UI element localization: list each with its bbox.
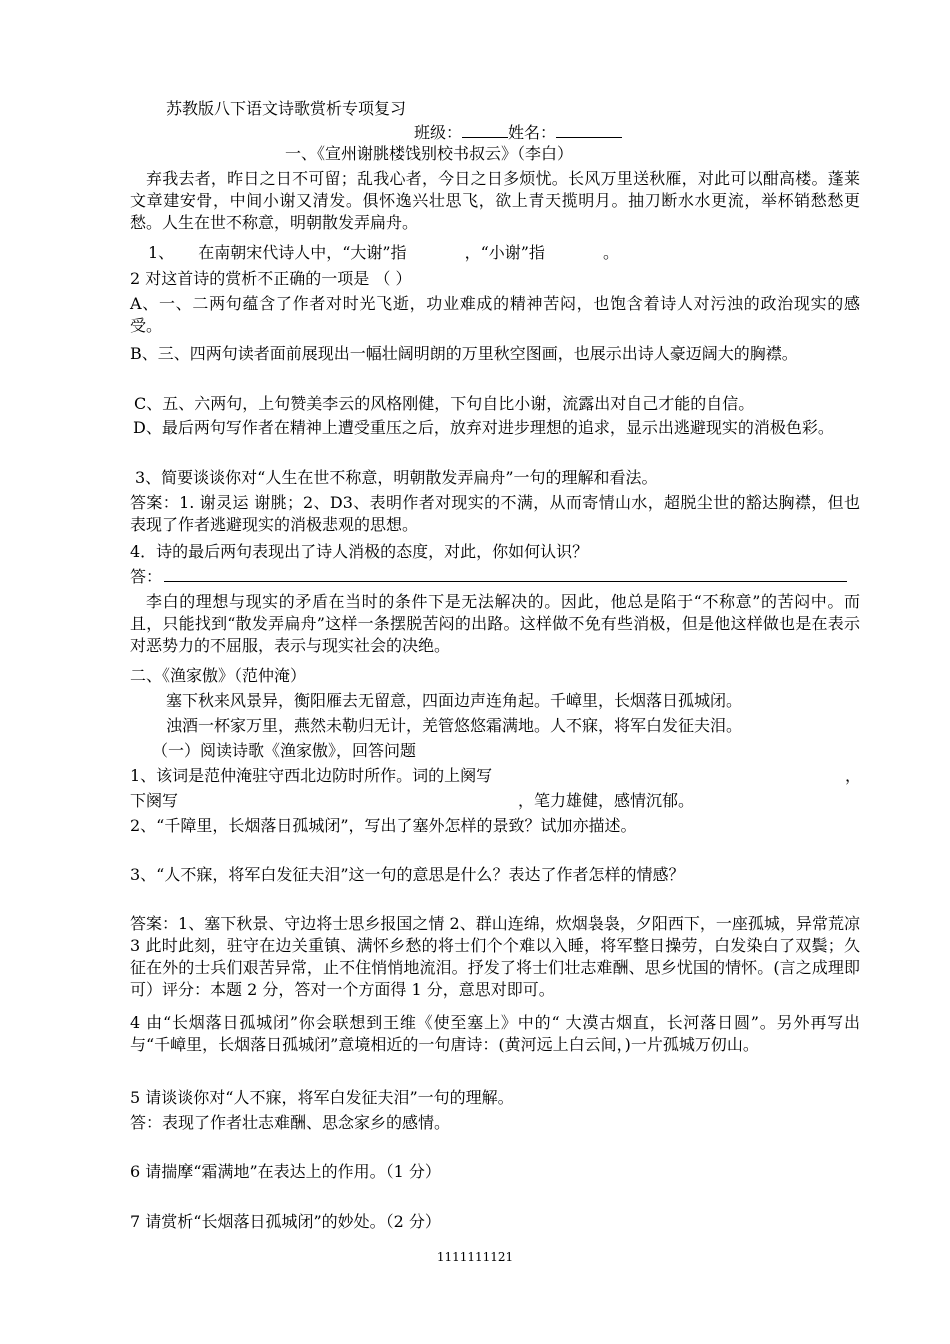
poem2-heading: 二、《渔家傲》（范仲淹） [130, 666, 307, 685]
poem2-question-3: 3、“人不寐，将军白发征夫泪”这一句的意思是什么？表达了作者怎样的情感？ [130, 865, 685, 884]
poem2-answer: 答案：1、塞下秋景、守边将士思乡报国之情 2、群山连绵，炊烟袅袅，夕阳西下，一座孤城，异常荒凉 3 此时此刻，驻守在边关重镇、满怀乡愁的将士们个个难以入睡，将军整日操劳，白发染白了双鬓；久征在外的士兵们艰苦异常，止不住悄悄地流泪。抒发了将士们壮志难酬、思乡忧国的情怀。(言之成理即可）评分：本题 2 分，答对一个方面得 1 分，意思对即可。 [130, 914, 860, 999]
answer-rule [164, 567, 847, 582]
poem2-question-1-comma: ， [845, 766, 862, 785]
poem1-text: 弃我去者，昨日之日不可留；乱我心者，今日之日多烦忧。长风万里送秋雁，对此可以酣高楼。蓬莱文章建安骨，中间小谢又清发。俱怀逸兴壮思飞，欲上青天揽明月。抽刀断水水更流，举杯销愁愁更愁。人生在世不称意，明朝散发弄扁舟。 [130, 169, 860, 232]
question-2-option-a: A、一、二两句蕴含了作者对时光飞逝，功业难成的精神苦闷，也饱含着诗人对污浊的政治现实的感受。 [130, 294, 860, 335]
page-number: 1111111121 [436, 1250, 514, 1264]
poem2-question-6: 6 请揣摩“霜满地”在表达上的作用。（1 分） [130, 1162, 441, 1181]
question-3: 3、简要谈谈你对“人生在世不称意，明朝散发弄扁舟”一句的理解和看法。 [135, 468, 658, 487]
name-blank [556, 121, 622, 138]
poem2-question-5: 5 请谈谈你对“人不寐，将军白发征夫泪”一句的理解。 [130, 1088, 514, 1107]
answer-1: 答案：1. 谢灵运 谢朓；2、D3、表明作者对现实的不满，从而寄情山水，超脱尘世的豁达胸襟，但也表现了作者逃避现实的消极悲观的思想。 [130, 493, 860, 534]
poem2-line-1: 塞下秋来风景异，衡阳雁去无留意，四面边声连角起。千嶂里，长烟落日孤城闭。 [166, 691, 743, 710]
class-blank [462, 121, 508, 138]
poem2-question-1-b-label: 下阕写 [130, 791, 179, 810]
question-2: 2 对这首诗的赏析不正确的一项是 （ ） [130, 269, 412, 288]
question-1-part-c: 。 [602, 243, 619, 262]
poem2-question-4: 4 由“长烟落日孤城闭”你会联想到王维《使至塞上》中的“ 大漠古烟直，长河落日圆”。另外再写出与“千嶂里，长烟落日孤城闭”意境相近的一句唐诗：(黄河远上白云间，)一片孤城万仞山。 [130, 1013, 860, 1054]
question-1-part-b: ，“小谢”指 [464, 243, 545, 262]
question-1 [148, 242, 619, 264]
question-1-number: 1、 [148, 243, 175, 262]
document-title: 苏教版八下语文诗歌赏析专项复习 [166, 99, 407, 118]
class-name-line [414, 121, 622, 144]
poem2-question-1-c: ，笔力雄健，感情沉郁。 [518, 791, 695, 810]
poem2-question-2: 2、“千障里，长烟落日孤城闭”，写出了塞外怎样的景致？试加亦描述。 [130, 816, 637, 835]
question-4: 4．诗的最后两句表现出了诗人消极的态度，对此，你如何认识？ [130, 542, 589, 561]
answer-line [130, 566, 847, 588]
poem2-answer-5: 答：表现了作者壮志难酬、思念家乡的感情。 [130, 1113, 451, 1132]
poem1-heading: 一、《宣州谢朓楼饯别校书叔云》（李白） [285, 144, 574, 163]
poem2-question-1-a: 1、该词是范仲淹驻守西北边防时所作。词的上阕写 [130, 766, 493, 785]
question-2-option-d: D、最后两句写作者在精神上遭受重压之后，放弃对进步理想的追求，显示出逃避现实的消极色彩。 [133, 418, 834, 437]
poem2-line-2: 浊酒一杯家万里，燕然未勒归无计，羌管悠悠霜满地。人不寐，将军白发征夫泪。 [166, 716, 743, 735]
question-2-option-c: C、五、六两句，上句赞美李云的风格刚健，下句自比小谢，流露出对自己才能的自信。 [134, 394, 755, 413]
question-2-option-b: B、三、四两句读者面前展现出一幅壮阔明朗的万里秋空图画，也展示出诗人豪迈阔大的胸襟。 [130, 344, 798, 363]
class-label: 班级： [414, 123, 463, 142]
answer-4: 李白的理想与现实的矛盾在当时的条件下是无法解决的。因此，他总是陷于“不称意”的苦闷中。而且，只能找到“散发弄扁舟”这样一条摆脱苦闷的出路。这样做不免有些消极，但是他这样做也是在表示对恶势力的不屈服，表示与现实社会的决绝。 [130, 592, 860, 655]
answer-label: 答： [130, 567, 163, 586]
question-1-part-a: 在南朝宋代诗人中，“大谢”指 [198, 243, 407, 262]
poem2-question-7: 7 请赏析“长烟落日孤城闭”的妙处。（2 分） [130, 1212, 441, 1231]
poem2-subheading: （一）阅读诗歌《渔家傲》，回答问题 [152, 741, 417, 760]
poem2-question-1-b [130, 790, 694, 812]
name-label: 姓名： [508, 123, 557, 142]
